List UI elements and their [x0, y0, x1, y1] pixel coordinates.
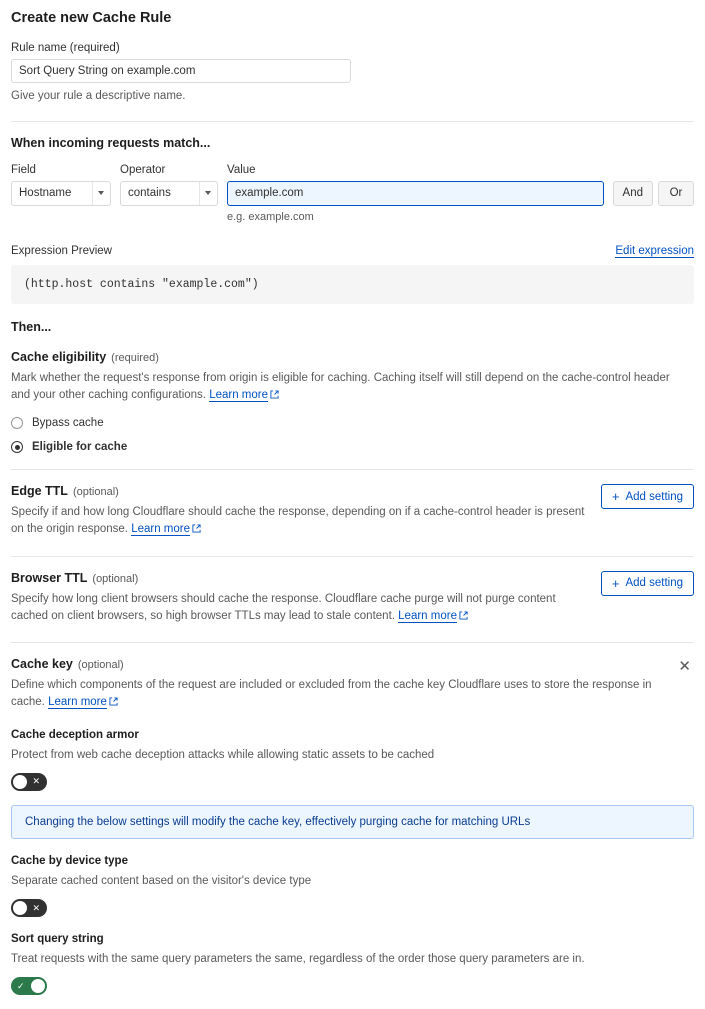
radio-bypass-cache-label: Bypass cache	[32, 417, 104, 430]
cache-eligibility-description	[11, 370, 691, 406]
cache-eligibility-description-text: Mark whether the request's response from origin is eligible for caching. Caching itself will still depend on the cache-control header and your other caching configurations.	[11, 371, 670, 401]
edge-ttl-optional-tag: (optional)	[72, 486, 119, 499]
rule-name-input[interactable]	[11, 59, 351, 83]
rule-name-group	[11, 42, 694, 105]
cache-deception-armor-description: Protect from web cache deception attacks while allowing static assets to be cached	[11, 748, 435, 761]
cache-by-device-type-toggle[interactable]	[11, 899, 47, 917]
value-input[interactable]	[227, 181, 604, 206]
cache-by-device-type-description: Separate cached content based on the visitor's device type	[11, 874, 312, 887]
cache-key-header	[11, 657, 661, 671]
operator-column	[120, 164, 218, 206]
browser-ttl-description-text: Specify how long client browsers should cache the response. Cloudflare cache purge will not purge content cached on client browsers, so high browser TTLs may lead to stale content.	[11, 592, 556, 622]
cache-key-remove-icon[interactable]: ✕	[678, 658, 691, 676]
browser-ttl-add-setting-button[interactable]	[601, 571, 694, 596]
match-section-title: When incoming requests match...	[11, 135, 211, 150]
edge-ttl-text-column	[11, 484, 601, 540]
cache-deception-armor-toggle[interactable]	[11, 773, 47, 791]
operator-select-divider	[199, 182, 200, 205]
cache-eligibility-learn-more-link[interactable]: Learn more	[209, 388, 268, 401]
or-button[interactable]: Or	[658, 181, 694, 206]
rule-name-label: Rule name (required)	[11, 42, 120, 54]
browser-ttl-text-column	[11, 571, 601, 627]
toggle-knob	[13, 775, 27, 789]
value-column	[227, 164, 604, 223]
logic-buttons-column	[613, 164, 694, 206]
expression-preview-box: (http.host contains "example.com")	[11, 265, 694, 304]
field-label: Field	[11, 163, 36, 176]
cache-key-notice: Changing the below settings will modify the cache key, effectively purging cache for matching URLs	[11, 805, 694, 839]
browser-ttl-description	[11, 591, 587, 627]
external-link-icon	[109, 695, 118, 712]
chevron-down-icon	[98, 191, 104, 195]
value-label: Value	[227, 163, 256, 176]
radio-bypass-cache[interactable]	[11, 417, 694, 429]
cache-key-optional-tag: (optional)	[77, 659, 124, 672]
edit-expression-link[interactable]: Edit expression	[615, 244, 694, 257]
edge-ttl-add-setting-button[interactable]	[601, 484, 694, 509]
external-link-icon	[192, 522, 201, 539]
cache-eligibility-title: Cache eligibility	[11, 349, 107, 364]
edge-ttl-description	[11, 504, 587, 540]
browser-ttl-learn-more-link[interactable]: Learn more	[398, 609, 457, 622]
expression-preview-header	[11, 245, 694, 258]
edge-ttl-description-text: Specify if and how long Cloudflare should cache the response, depending on if a cache-control header is present on the origin response.	[11, 506, 585, 536]
divider	[11, 121, 694, 122]
toggle-on-icon: ✓	[17, 980, 25, 991]
then-title: Then...	[11, 319, 52, 334]
edge-ttl-add-setting-label: Add setting	[625, 490, 683, 503]
match-row	[11, 164, 694, 223]
field-column	[11, 164, 111, 206]
radio-eligible-for-cache-label: Eligible for cache	[32, 441, 128, 454]
and-button[interactable]: And	[613, 181, 653, 206]
plus-icon: +	[611, 489, 620, 505]
edge-ttl-section	[11, 484, 694, 540]
browser-ttl-title: Browser TTL	[11, 570, 88, 585]
toggle-off-icon: ✕	[32, 902, 40, 913]
page-title: Create new Cache Rule	[11, 10, 172, 26]
logic-buttons	[613, 181, 694, 206]
value-hint: e.g. example.com	[227, 210, 314, 223]
browser-ttl-section	[11, 571, 694, 627]
radio-eligible-for-cache-indicator[interactable]	[11, 441, 23, 453]
rule-name-help: Give your rule a descriptive name.	[11, 90, 186, 102]
sort-query-string-title: Sort query string	[11, 933, 104, 946]
divider	[11, 469, 694, 470]
operator-label: Operator	[120, 163, 166, 176]
edge-ttl-header	[11, 484, 587, 498]
plus-icon: +	[611, 575, 620, 591]
external-link-icon	[459, 609, 468, 626]
radio-eligible-for-cache[interactable]	[11, 441, 694, 453]
cache-key-description	[11, 677, 661, 713]
bottom-spacer	[11, 995, 694, 1009]
cache-eligibility-required-tag: (required)	[111, 351, 159, 364]
sort-query-string-description: Treat requests with the same query parameters the same, regardless of the order those query parameters are in.	[11, 953, 585, 966]
chevron-down-icon	[205, 191, 211, 195]
cache-key-section	[11, 657, 694, 713]
cache-deception-armor-title: Cache deception armor	[11, 728, 139, 741]
cache-key-text-column	[11, 657, 675, 713]
cache-key-learn-more-link[interactable]: Learn more	[48, 696, 107, 709]
browser-ttl-add-setting-label: Add setting	[625, 577, 683, 590]
divider	[11, 556, 694, 557]
field-select[interactable]	[11, 181, 111, 206]
cache-eligibility-header	[11, 350, 694, 364]
expression-preview-label: Expression Preview	[11, 244, 112, 257]
browser-ttl-header	[11, 571, 587, 585]
edge-ttl-learn-more-link[interactable]: Learn more	[131, 523, 191, 536]
divider	[11, 642, 694, 643]
toggle-off-icon: ✕	[32, 776, 40, 787]
sort-query-string-toggle[interactable]	[11, 977, 47, 995]
field-select-divider	[92, 182, 93, 205]
operator-select-value: contains	[128, 187, 171, 200]
operator-select[interactable]	[120, 181, 218, 206]
toggle-knob	[31, 979, 45, 993]
field-select-value: Hostname	[19, 187, 72, 200]
cache-key-title: Cache key	[11, 657, 73, 672]
toggle-knob	[13, 901, 27, 915]
radio-bypass-cache-indicator[interactable]	[11, 417, 23, 429]
edge-ttl-title: Edge TTL	[11, 484, 68, 499]
browser-ttl-optional-tag: (optional)	[92, 572, 139, 585]
external-link-icon	[270, 388, 279, 405]
create-cache-rule-page	[0, 10, 705, 1009]
cache-key-description-text: Define which components of the request are included or excluded from the cache key Cloudflare uses to store the response in cache.	[11, 679, 652, 709]
cache-by-device-type-title: Cache by device type	[11, 854, 128, 867]
